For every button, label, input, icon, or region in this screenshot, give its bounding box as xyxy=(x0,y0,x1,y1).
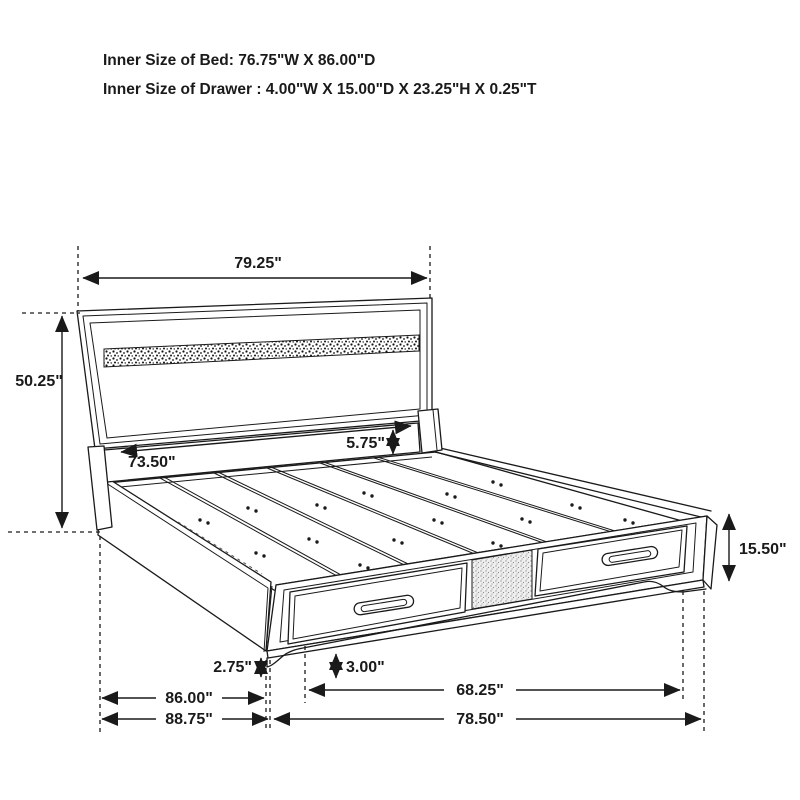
note-drawer-inner-size: Inner Size of Drawer : 4.00"W X 15.00"D X 23.25"H X 0.25"T xyxy=(103,81,537,98)
headboard-height-label: 50.25" xyxy=(15,373,63,390)
note-bed-inner-size: Inner Size of Bed: 76.75"W X 86.00"D xyxy=(103,52,376,69)
headboard-width-label: 79.25" xyxy=(234,255,282,272)
dimension-footboard-height xyxy=(729,514,787,581)
footboard-width-label: 78.50" xyxy=(456,711,504,728)
footboard-height-label: 15.50" xyxy=(739,541,787,558)
dimension-footboard-width xyxy=(274,709,701,728)
bed-outer-depth-label: 88.75" xyxy=(165,711,213,728)
dimension-base-molding-height xyxy=(213,658,261,677)
drawer-section-width-label: 68.25" xyxy=(456,682,504,699)
rail-height-label: 5.75" xyxy=(346,435,385,452)
foot-height-label: 3.00" xyxy=(346,659,385,676)
base-molding-height-label: 2.75" xyxy=(213,659,252,676)
dimension-foot-height xyxy=(336,654,385,678)
bed-inner-depth-label: 86.00" xyxy=(165,690,213,707)
rail-length-label: 73.50" xyxy=(128,454,176,471)
dimension-bed-inner-depth xyxy=(102,688,264,707)
center-sparkle-panel xyxy=(472,550,532,609)
dimension-bed-outer-depth xyxy=(102,709,268,728)
dimension-drawer-section-width xyxy=(309,680,680,699)
